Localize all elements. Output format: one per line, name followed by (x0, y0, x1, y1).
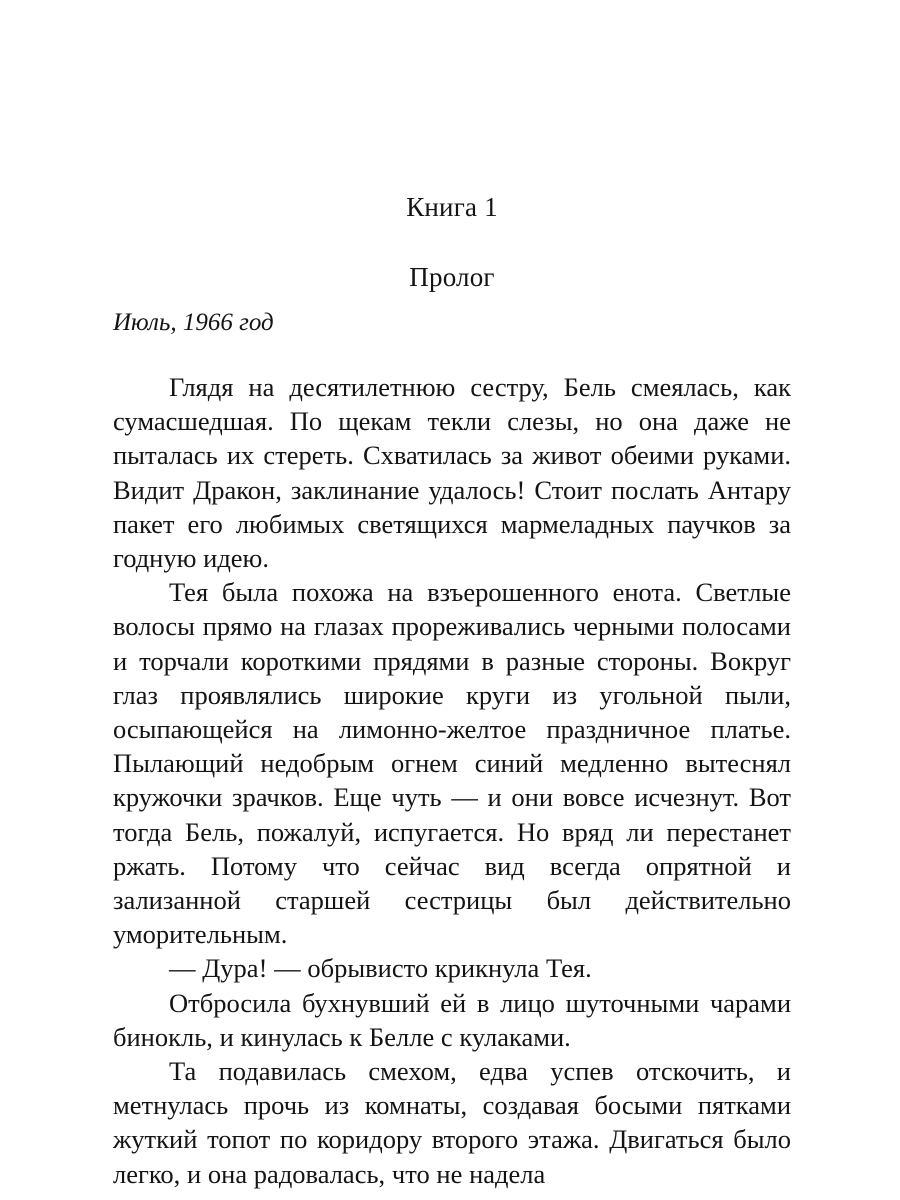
paragraph: Отбросила бухнувший ей в лицо шуточными чарами бинокль, и кинулась к Белле с кулаками. (113, 987, 791, 1052)
text-column (113, 0, 791, 1191)
paragraph: Та подавилась смехом, едва успев отскочить, и метнулась прочь из комнаты, создавая босыми пятками жуткий топот по коридору второго этажа. Двигаться было легко, и она радовалась, что не надела (113, 1056, 791, 1189)
paragraph: Тея была похожа на взъерошенного енота. Светлые волосы прямо на глазах прореживались черными полосами и торчали короткими прядями в разные стороны. Вокруг глаз проявлялись широкие круги из угольной пыли, осыпающейся на лимонно-желтое праздничное платье. Пылающий недобрым огнем синий медленно вытеснял кружочки зрачков. Еще чуть — и они вовсе исчезнут. Вот тогда Бель, пожалуй, испугается. Но вряд ли перестанет ржать. Потому что сейчас вид всегда опрятной и зализанной старшей сестрицы был действительно уморительным. (113, 577, 791, 950)
section-title: Пролог (409, 262, 495, 292)
paragraph: Глядя на десятилетнюю сестру, Бель смеялась, как сумасшедшая. По щекам текли слезы, но она даже не пыталась их стереть. Схватилась за живот обеими руками. Видит Дракон, заклинание удалось! Стоит послать Антару пакет его любимых светящихся мармеладных паучков за годную идею. (113, 372, 791, 574)
dateline: Июль, 1966 год (113, 309, 274, 336)
body-copy (113, 340, 791, 1191)
paragraph-dialogue: — Дура! — обрывисто крикнула Тея. (169, 953, 592, 984)
book-title: Книга 1 (406, 192, 498, 222)
